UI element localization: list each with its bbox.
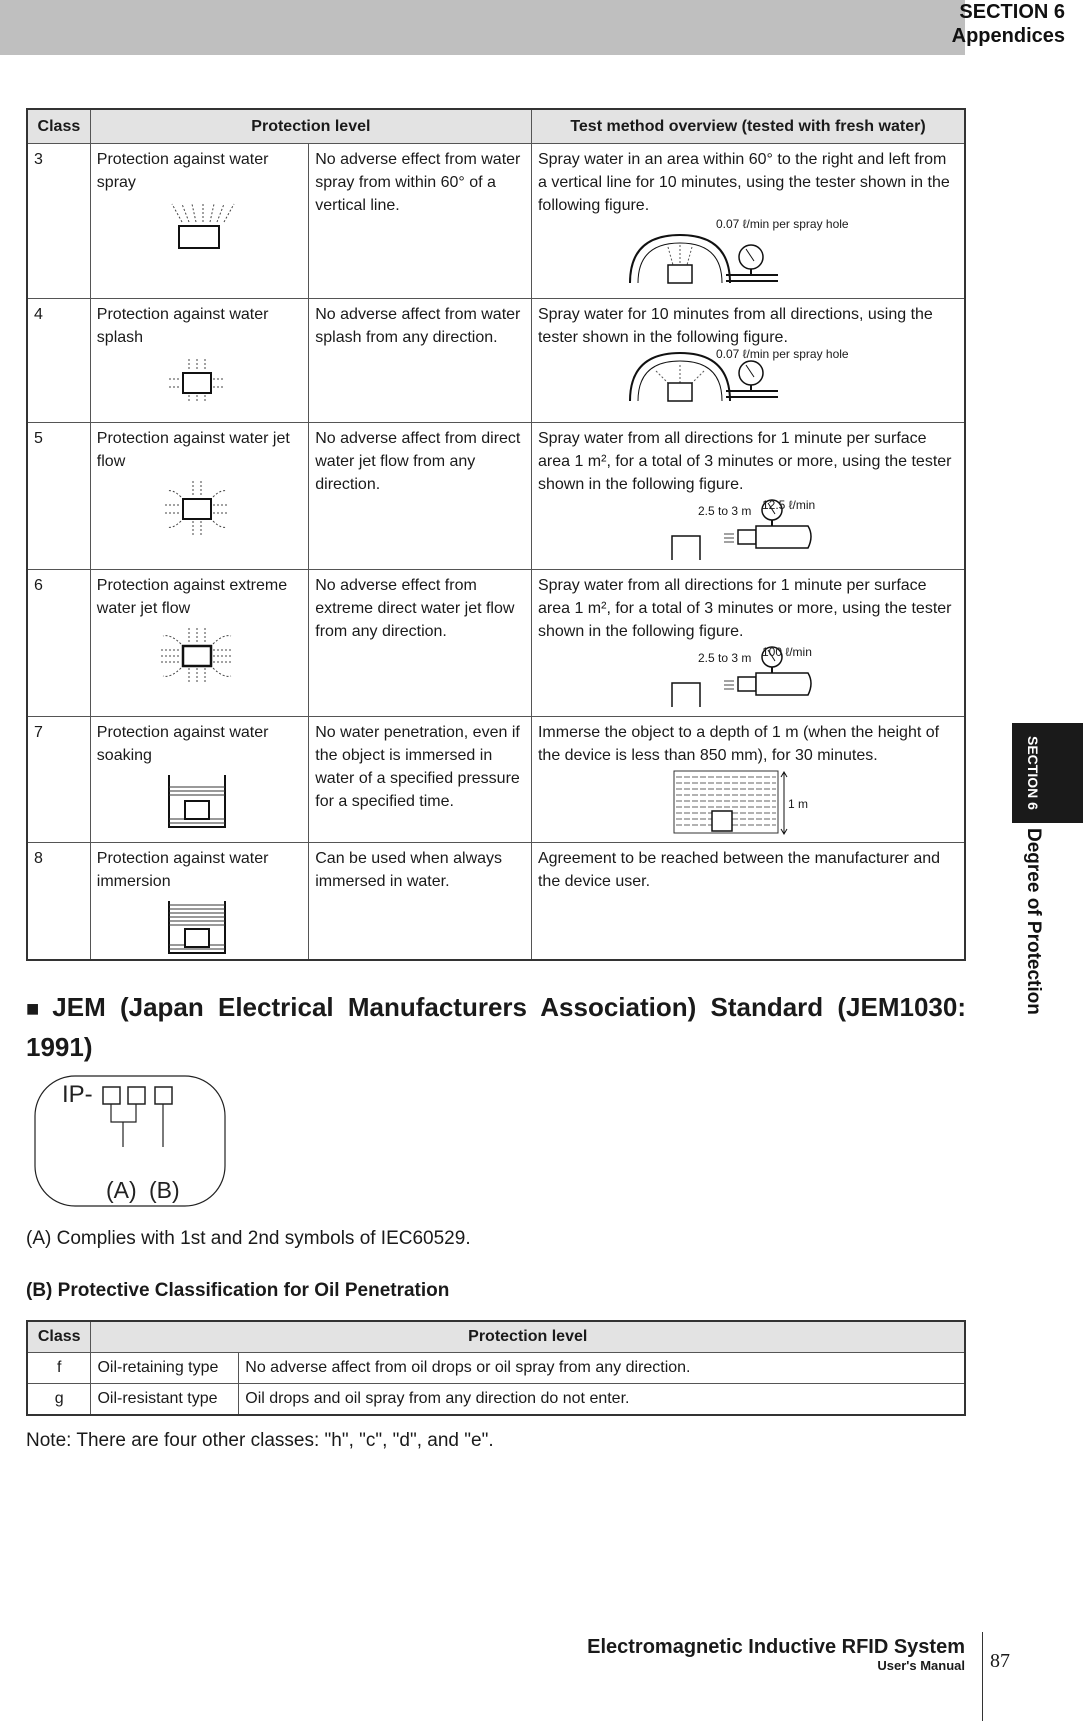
table-row <box>27 843 965 961</box>
level-text: Protection against water spray <box>96 151 269 191</box>
header-class: Class <box>27 1321 91 1353</box>
header-protection-level: Protection level <box>91 1321 965 1353</box>
footer-divider <box>982 1632 983 1721</box>
table-header-row <box>27 1321 965 1353</box>
effect-cell: Can be used when always immersed in water. <box>309 843 532 961</box>
symbol-box-1 <box>103 1087 120 1104</box>
type-cell: Oil-resistant type <box>91 1384 239 1416</box>
level-cell <box>90 843 308 961</box>
level-cell <box>90 570 308 717</box>
jet-distance-label: 2.5 to 3 m <box>697 651 752 665</box>
water-spray-icon <box>97 200 297 252</box>
header-test-method: Test method overview (tested with fresh water) <box>531 109 965 144</box>
section-header <box>952 0 1065 48</box>
test-text: Spray water from all directions for 1 minute per surface area 1 m², for a total of 3 minutes or more, using the tester shown in the following figure. <box>537 430 952 493</box>
jet-flow-label: 12.5 ℓ/min <box>761 498 816 512</box>
level-text: Protection against water immersion <box>96 850 269 890</box>
level-cell <box>90 144 308 299</box>
test-cell <box>531 717 965 843</box>
jet-tester-figure <box>538 496 958 562</box>
spray-rate-label: 0.07 ℓ/min per spray hole <box>715 217 849 231</box>
jet-tester-figure <box>538 643 958 709</box>
test-text: Immerse the object to a depth of 1 m (when the height of the device is less than 850 mm), for 30 minutes. <box>537 724 940 764</box>
header-class: Class <box>27 109 90 144</box>
oil-protection-table <box>26 1320 966 1416</box>
effect-cell: No adverse effect from water spray from within 60° of a vertical line. <box>309 144 532 299</box>
side-tab-label: SECTION 6 <box>1025 736 1041 810</box>
class-cell: 5 <box>27 423 90 570</box>
table-header-row <box>27 109 965 144</box>
water-splash-icon <box>97 355 297 401</box>
table-row <box>27 423 965 570</box>
page-number: 87 <box>990 1650 1010 1672</box>
class-cell: 3 <box>27 144 90 299</box>
table-row <box>27 299 965 423</box>
note-text: Note: There are four other classes: "h", "c", "d", and "e". <box>26 1430 494 1451</box>
spray-tester-figure <box>538 217 958 287</box>
test-cell <box>531 299 965 423</box>
symbol-a-description: (A) Complies with 1st and 2nd symbols of IEC60529. <box>26 1228 471 1249</box>
level-cell <box>90 423 308 570</box>
protection-table <box>26 108 966 961</box>
spray-tester-figure <box>538 349 958 403</box>
header-band <box>0 0 965 55</box>
immersion-tank-icon <box>538 767 958 835</box>
jet-distance-label: 2.5 to 3 m <box>697 504 752 518</box>
spray-rate-label: 0.07 ℓ/min per spray hole <box>715 347 849 361</box>
water-soaking-icon <box>97 773 297 829</box>
class-cell: 7 <box>27 717 90 843</box>
table-row <box>27 717 965 843</box>
header-protection-level: Protection level <box>90 109 531 144</box>
table-row <box>27 144 965 299</box>
level-text: Protection against extreme water jet flow <box>96 577 288 617</box>
test-cell <box>531 570 965 717</box>
side-section-title: Degree of Protection <box>1023 828 1044 1015</box>
effect-cell: No adverse affect from direct water jet flow from any direction. <box>309 423 532 570</box>
level-cell <box>90 717 308 843</box>
test-text: Spray water in an area within 60° to the right and left from a vertical line for 10 minutes, using the tester shown in the following figure. <box>537 151 950 214</box>
class-cell: g <box>27 1384 91 1416</box>
table-row <box>27 570 965 717</box>
table-row <box>27 1384 965 1416</box>
test-text: Spray water for 10 minutes from all directions, using the tester shown in the following figure. <box>537 306 933 346</box>
effect-cell: No adverse effect from extreme direct water jet flow from any direction. <box>309 570 532 717</box>
jem-heading-text: JEM (Japan Electrical Manufacturers Association) Standard (JEM1030: 1991) <box>26 992 967 1062</box>
label-a: (A) <box>106 1177 137 1203</box>
ip-code-diagram <box>34 1072 230 1208</box>
header-section: SECTION 6 <box>959 1 1065 23</box>
test-cell: Agreement to be reached between the manufacturer and the device user. <box>531 843 965 961</box>
oil-classification-heading: (B) Protective Classification for Oil Penetration <box>26 1280 450 1301</box>
symbol-box-2 <box>128 1087 145 1104</box>
effect-cell: No adverse affect from water splash from any direction. <box>309 299 532 423</box>
extreme-water-jet-icon <box>97 626 297 686</box>
table-row <box>27 1353 965 1384</box>
type-cell: Oil-retaining type <box>91 1353 239 1384</box>
jet-flow-label: 100 ℓ/min <box>761 645 812 659</box>
effect-cell: No water penetration, even if the object is immersed in water of a specified pressure for a specified time. <box>309 717 532 843</box>
header-subtitle: Appendices <box>951 25 1065 47</box>
level-text: Protection against water soaking <box>96 724 269 764</box>
level-text: Protection against water splash <box>96 306 269 346</box>
class-cell: 4 <box>27 299 90 423</box>
level-text: Protection against water jet flow <box>96 430 290 470</box>
depth-label: 1 m <box>787 797 808 811</box>
square-bullet-icon: ■ <box>26 996 47 1021</box>
class-cell: 8 <box>27 843 90 961</box>
description-cell: Oil drops and oil spray from any direction do not enter. <box>239 1384 965 1416</box>
test-cell <box>531 144 965 299</box>
description-cell: No adverse affect from oil drops or oil spray from any direction. <box>239 1353 965 1384</box>
water-immersion-icon <box>97 899 297 955</box>
water-jet-icon <box>97 479 297 539</box>
class-cell: 6 <box>27 570 90 717</box>
test-text: Spray water from all directions for 1 minute per surface area 1 m², for a total of 3 minutes or more, using the tester shown in the following figure. <box>537 577 952 640</box>
test-cell <box>531 423 965 570</box>
footer-title: Electromagnetic Inductive RFID System <box>587 1636 965 1658</box>
footer-subtitle: User's Manual <box>877 1658 965 1673</box>
level-cell <box>90 299 308 423</box>
label-b: (B) <box>149 1177 180 1203</box>
symbol-box-3 <box>155 1087 172 1104</box>
class-cell: f <box>27 1353 91 1384</box>
ip-prefix: IP- <box>62 1081 93 1108</box>
immersion-tester-figure <box>538 767 958 835</box>
jem-heading <box>26 988 966 1066</box>
